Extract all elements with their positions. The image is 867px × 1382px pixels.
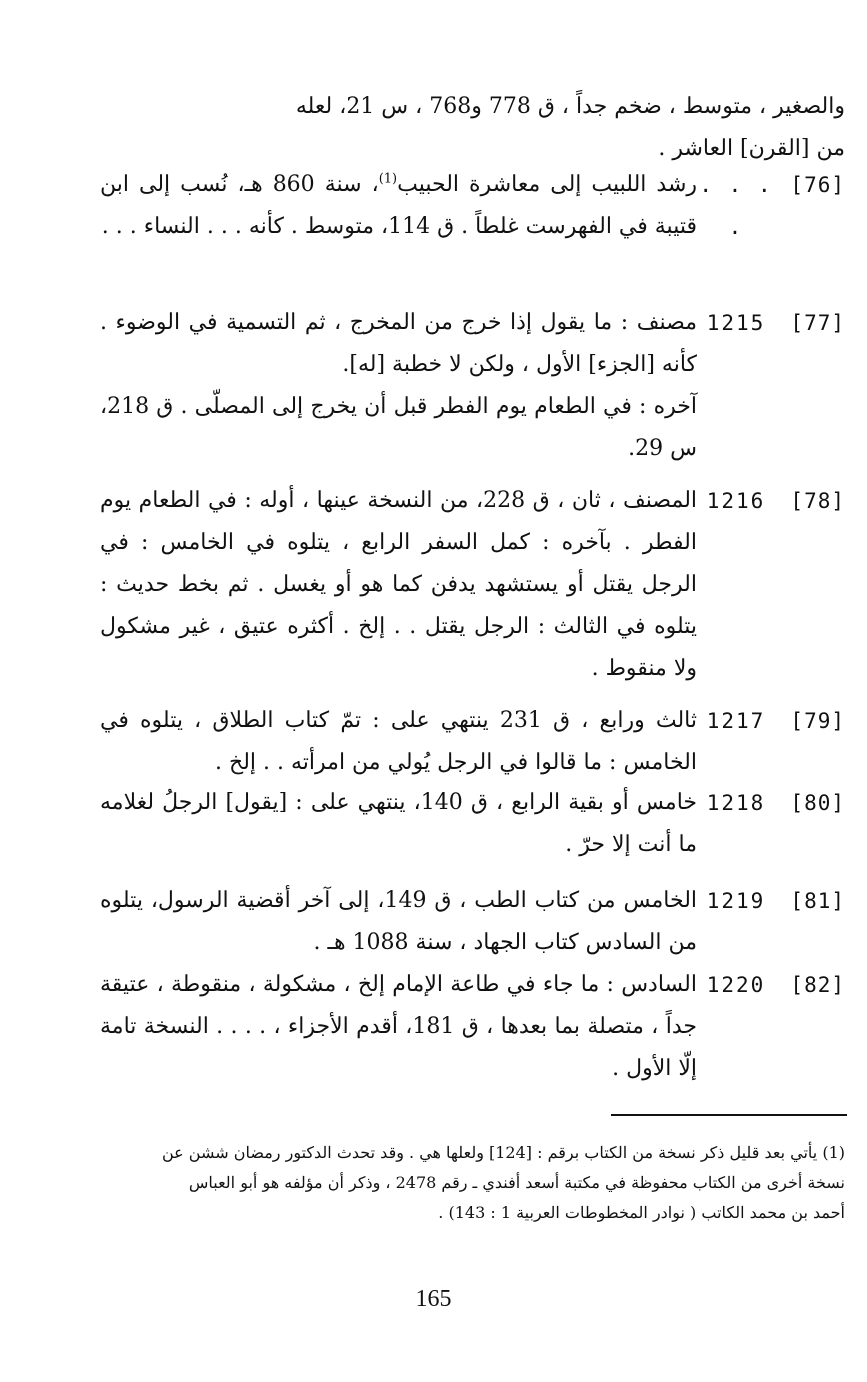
- catalog-entry-80: [100, 782, 845, 866]
- manuscript-number: 1216: [706, 489, 766, 513]
- entry-number: [81]: [790, 889, 845, 913]
- entry-paragraph: مصنف : ما يقول إذا خرج من المخرج ، ثم التسمية في الوضوء . كأنه [الجزء] الأول ، ولكن لا خطبة [له].: [100, 310, 697, 377]
- entry-number: [79]: [790, 709, 845, 733]
- continuation-line: من [القرن] العاشر .: [658, 136, 845, 161]
- footnote-line: أحمد بن محمد الكاتب ( نوادر المخطوطات العربية 1 : 143) .: [438, 1203, 845, 1222]
- manuscript-number: 1219: [706, 889, 766, 913]
- catalog-entry-76: [100, 164, 845, 248]
- continuation-text: [100, 86, 845, 170]
- manuscript-number: 1217: [706, 709, 766, 733]
- entry-text-before-note: رشد اللبيب إلى معاشرة الحبيب: [397, 172, 697, 197]
- entry-paragraph: خامس أو بقية الرابع ، ق 140، ينتهي على : [يقول] الرجلُ لغلامه ما أنت إلا حرّ .: [100, 790, 697, 857]
- catalog-entry-77: [100, 302, 845, 470]
- entry-paragraph: السادس : ما جاء في طاعة الإمام إلخ ، مشكولة ، منقوطة ، عتيقة جداً ، متصلة بما بعدها ، ق 181، أقدم الأجزاء ، . . . . النسخة تامة إلّا الأول .: [100, 972, 697, 1081]
- entry-text: [100, 880, 697, 964]
- entry-number: [82]: [790, 973, 845, 997]
- footnote: [100, 1138, 845, 1228]
- footnote-marker: (1): [378, 171, 398, 187]
- entry-text: [100, 700, 697, 784]
- footnote-line: نسخة أخرى من الكتاب محفوظة في مكتبة أسعد أفندي ـ رقم 2478 ، وذكر أن مؤلفه هو أبو العباس: [188, 1173, 845, 1192]
- entry-text: [100, 164, 697, 248]
- entry-text-after-note: ، سنة 860 هـ، نُسب إلى ابن قتيبة في الفهرست غلطاً . ق 114، متوسط . كأنه . . . النساء . . .: [100, 172, 697, 239]
- page-number: 165: [415, 1286, 452, 1312]
- catalog-entry-78: [100, 480, 845, 690]
- catalog-entry-81: [100, 880, 845, 964]
- footnote-separator: [611, 1114, 847, 1116]
- entry-text: [100, 782, 697, 866]
- manuscript-number: 1220: [706, 973, 766, 997]
- manuscript-number: 1218: [706, 791, 766, 815]
- entry-paragraph: ثالث ورابع ، ق 231 ينتهي على : تمّ كتاب الطلاق ، يتلوه في الخامس : ما قالوا في الرجل يُولي من امرأته . . إلخ .: [100, 708, 698, 775]
- manuscript-number: . . . .: [699, 173, 773, 239]
- entry-number: [77]: [790, 311, 845, 335]
- entry-paragraph: الخامس من كتاب الطب ، ق 149، إلى آخر أقضية الرسول، يتلوه من السادس كتاب الجهاد ، سنة 1088 هـ .: [100, 888, 698, 955]
- footnote-line: (1) يأتي بعد قليل ذكر نسخة من الكتاب برقم : [124] ولعلها هي . وقد تحدث الدكتور رمضان ششن عن: [161, 1143, 845, 1162]
- manuscript-number: 1215: [706, 311, 766, 335]
- entry-paragraph: المصنف ، ثان ، ق 228، من النسخة عينها ، أوله : في الطعام يوم الفطر . بآخره : كمل السفر الرابع ، يتلوه في الخامس : في الرجل يقتل أو يستشهد يدفن كما هو أو يغسل . ثم بخط حديث : يتلوه في الثالث : الرجل يقتل . . إلخ . أكثره عتيق ، غير مشكول ولا منقوط .: [100, 488, 698, 681]
- continuation-line: والصغير ، متوسط ، ضخم جداً ، ق 778 و768 ، س 21، لعله: [295, 94, 845, 119]
- entry-text: [100, 302, 697, 470]
- catalog-entry-79: [100, 700, 845, 784]
- entry-paragraph: [100, 164, 697, 248]
- entry-text: [100, 964, 697, 1090]
- entry-number: [76]: [790, 173, 845, 197]
- continuation-paragraph: [100, 86, 845, 170]
- entry-number: [78]: [790, 489, 845, 513]
- entry-text: [100, 480, 697, 690]
- entry-number: [80]: [790, 791, 845, 815]
- entry-paragraph: آخره : في الطعام يوم الفطر قبل أن يخرج إلى المصلّى . ق 218، س 29.: [100, 394, 697, 461]
- catalog-entry-82: [100, 964, 845, 1090]
